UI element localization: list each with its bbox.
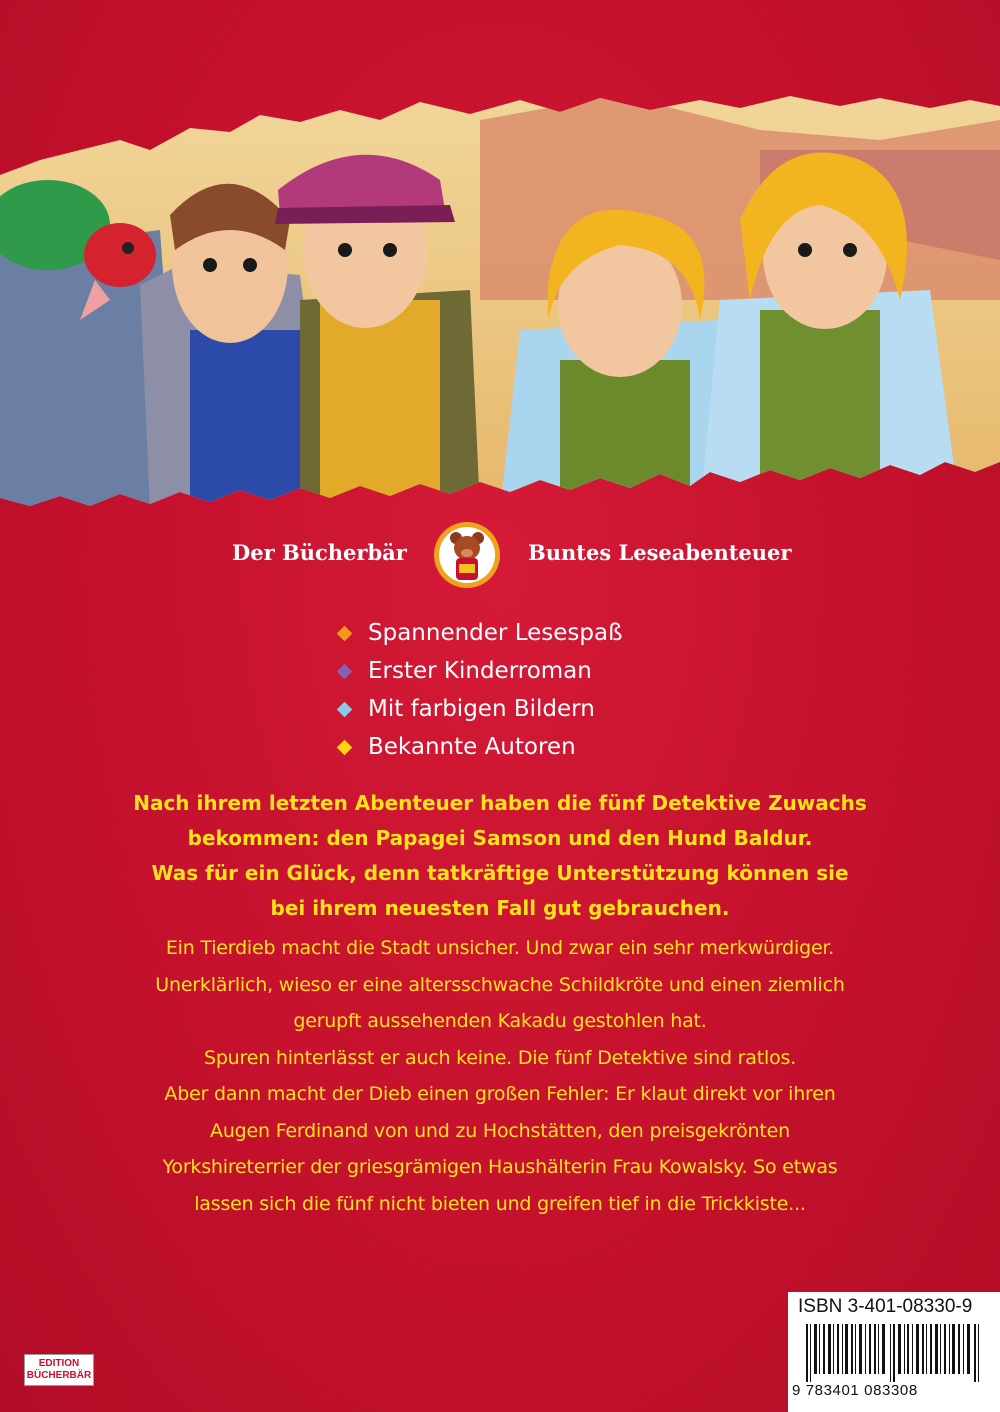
series-name-right: Buntes Leseabenteuer — [528, 540, 792, 565]
feature-list — [335, 614, 623, 766]
feature-item — [335, 728, 623, 766]
intro-line: bei ihrem neuesten Fall gut gebrauchen. — [270, 896, 730, 920]
intro-line: Nach ihrem letzten Abenteuer haben die fünf Detektive Zuwachs — [133, 791, 867, 815]
imprint-line: EDITION — [38, 1358, 80, 1369]
blurb-line: Unerklärlich, wieso er eine altersschwache Schildkröte und einen ziemlich — [155, 973, 845, 996]
feature-item — [335, 614, 623, 652]
isbn-label: ISBN 3-401-08330-9 — [798, 1296, 973, 1317]
blurb-line: Spuren hinterlässt er auch keine. Die fünf Detektive sind ratlos. — [203, 1046, 797, 1069]
feature-text: Mit farbigen Bildern — [368, 696, 595, 722]
blurb-line: Augen Ferdinand von und zu Hochstätten, den preisgekrönten — [210, 1119, 790, 1142]
publisher-imprint-logo — [24, 1354, 94, 1386]
intro-line: Was für ein Glück, denn tatkräftige Unterstützung können sie — [151, 861, 849, 885]
blurb-line: lassen sich die fünf nicht bieten und greifen tief in die Trickkiste... — [194, 1192, 806, 1215]
series-line — [0, 520, 1000, 590]
blurb-line: Aber dann macht der Dieb einen großen Fehler: Er klaut direkt vor ihren — [164, 1083, 836, 1105]
feature-text: Bekannte Autoren — [368, 734, 576, 760]
feature-item — [335, 652, 623, 690]
blurb-paragraph — [40, 930, 960, 1222]
blurb-line: Ein Tierdieb macht die Stadt unsicher. Und zwar ein sehr merkwürdiger. — [165, 937, 835, 959]
intro-line: bekommen: den Papagei Samson und den Hund Baldur. — [187, 826, 813, 850]
feature-text: Spannender Lesespaß — [368, 620, 623, 646]
series-name-left: Der Bücherbär — [232, 540, 407, 565]
blurb-line: gerupft aussehenden Kakadu gestohlen hat. — [293, 1010, 707, 1032]
intro-paragraph — [40, 786, 960, 926]
isbn-barcode-box — [788, 1292, 1000, 1412]
barcode-icon — [798, 1324, 992, 1382]
cover-illustration — [0, 0, 1000, 540]
imprint-line: BÜCHERBÄR — [26, 1370, 92, 1381]
feature-item — [335, 690, 623, 728]
bear-logo-icon — [432, 520, 502, 590]
feature-text: Erster Kinderroman — [368, 658, 592, 684]
orange-diamond-icon — [337, 625, 353, 641]
blurb-line: Yorkshireterrier der griesgrämigen Haushälterin Frau Kowalsky. So etwas — [162, 1156, 838, 1178]
barcode-digits: 9 783401 083308 — [792, 1382, 918, 1399]
purple-diamond-icon — [337, 663, 353, 679]
blue-diamond-icon — [337, 701, 353, 717]
yellow-diamond-icon — [337, 739, 353, 755]
